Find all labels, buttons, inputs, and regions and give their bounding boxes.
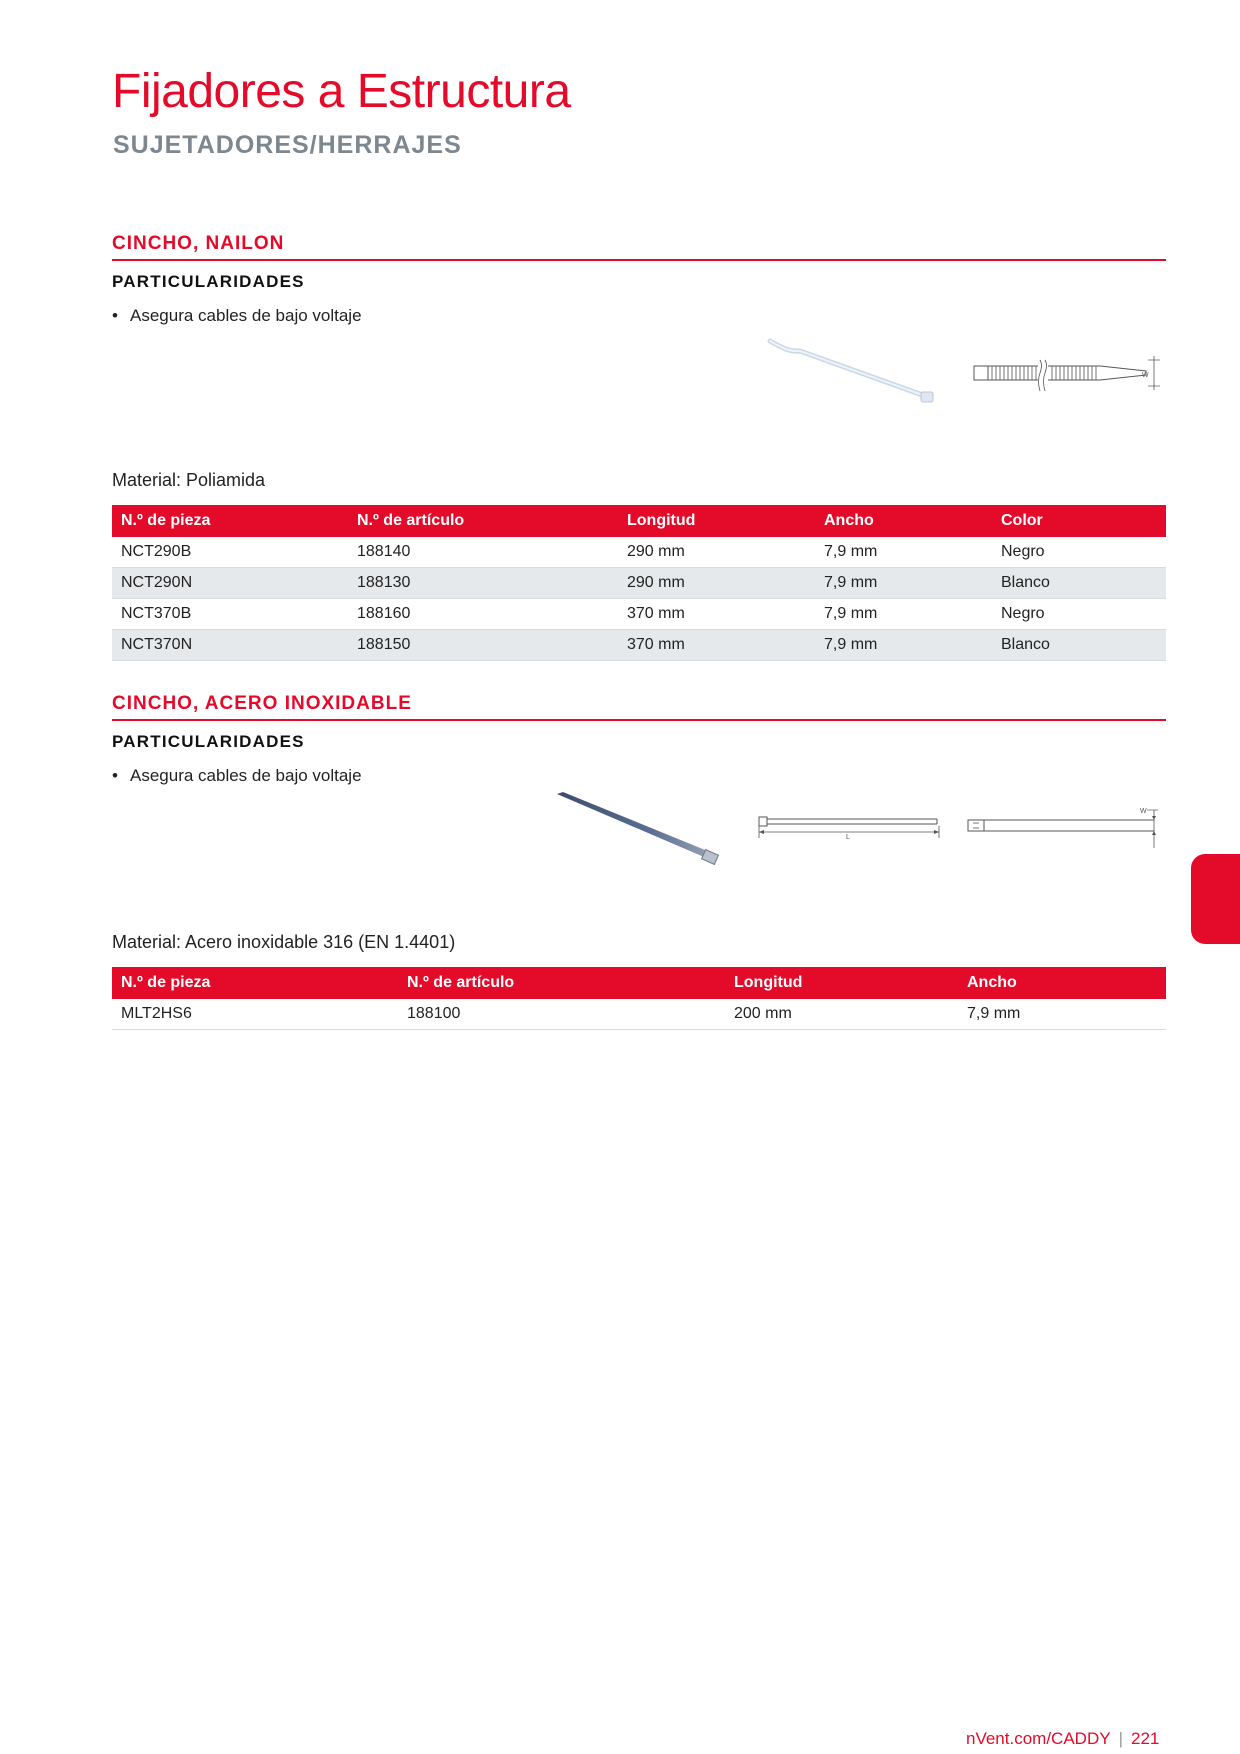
stainless-tie-drawing-length <box>754 812 944 842</box>
material-text: Material: Poliamida <box>112 470 266 490</box>
dimension-label-w: W <box>1142 372 1149 379</box>
section-divider <box>112 259 1166 261</box>
table-cell: Blanco <box>992 630 1166 661</box>
table-cell: 188150 <box>348 630 618 661</box>
column-header: N.º de artículo <box>398 967 725 999</box>
section-title-nylon: CINCHO, NAILON <box>112 233 285 254</box>
feature-item: • Asegura cables de bajo voltaje <box>112 766 362 785</box>
table-row <box>112 537 1166 568</box>
table-cell: 370 mm <box>618 599 815 630</box>
dimension-label-w: W <box>1140 808 1147 815</box>
table-cell: NCT370B <box>112 599 348 630</box>
dimension-label-l: L <box>846 834 850 841</box>
table-cell: 188140 <box>348 537 618 568</box>
stainless-tie-drawing-width <box>964 808 1160 848</box>
table-header-row <box>112 967 1166 999</box>
table-cell: MLT2HS6 <box>112 999 398 1030</box>
column-header: N.º de artículo <box>348 505 618 537</box>
nylon-tie-image <box>760 336 940 406</box>
table-header-row <box>112 505 1166 537</box>
section-title-stainless: CINCHO, ACERO INOXIDABLE <box>112 693 412 714</box>
page-title: Fijadores a Estructura <box>112 65 571 118</box>
table-row <box>112 630 1166 661</box>
table-cell: NCT290B <box>112 537 348 568</box>
table-cell: 7,9 mm <box>815 630 992 661</box>
nylon-tie-drawing <box>970 356 1160 396</box>
table-cell: Negro <box>992 537 1166 568</box>
footer <box>966 1728 1159 1750</box>
table-cell: 188160 <box>348 599 618 630</box>
table-cell: 188130 <box>348 568 618 599</box>
chapter-tab <box>1191 854 1240 944</box>
features-heading: PARTICULARIDADES <box>112 272 305 291</box>
bullet-icon: • <box>112 306 118 325</box>
table-cell: 370 mm <box>618 630 815 661</box>
page-number: 221 <box>1130 1729 1160 1748</box>
table-row <box>112 568 1166 599</box>
table-cell: Blanco <box>992 568 1166 599</box>
table-cell: 7,9 mm <box>815 568 992 599</box>
spec-table-stainless <box>112 967 1166 1030</box>
table-row <box>112 999 1166 1030</box>
material-text: Material: Acero inoxidable 316 (EN 1.4401) <box>112 932 456 952</box>
table-cell: 7,9 mm <box>815 599 992 630</box>
section-divider <box>112 719 1166 721</box>
column-header: Color <box>992 505 1166 537</box>
column-header: Longitud <box>618 505 815 537</box>
column-header: N.º de pieza <box>112 505 348 537</box>
feature-item: • Asegura cables de bajo voltaje <box>112 306 362 325</box>
stainless-tie-image <box>555 790 725 870</box>
table-cell: 7,9 mm <box>958 999 1166 1030</box>
column-header: N.º de pieza <box>112 967 398 999</box>
table-cell: 200 mm <box>725 999 958 1030</box>
table-cell: 188100 <box>398 999 725 1030</box>
features-heading: PARTICULARIDADES <box>112 732 305 751</box>
column-header: Longitud <box>725 967 958 999</box>
footer-url-link[interactable]: nVent.com/CADDY <box>966 1729 1111 1748</box>
bullet-icon: • <box>112 766 118 785</box>
table-cell: 7,9 mm <box>815 537 992 568</box>
column-header: Ancho <box>815 505 992 537</box>
table-cell: NCT370N <box>112 630 348 661</box>
table-cell: Negro <box>992 599 1166 630</box>
table-cell: NCT290N <box>112 568 348 599</box>
table-row <box>112 599 1166 630</box>
page-subtitle: SUJETADORES/HERRAJES <box>113 131 462 159</box>
footer-separator: | <box>1118 1729 1123 1748</box>
column-header: Ancho <box>958 967 1166 999</box>
table-cell: 290 mm <box>618 568 815 599</box>
table-cell: 290 mm <box>618 537 815 568</box>
spec-table-nylon <box>112 505 1166 661</box>
